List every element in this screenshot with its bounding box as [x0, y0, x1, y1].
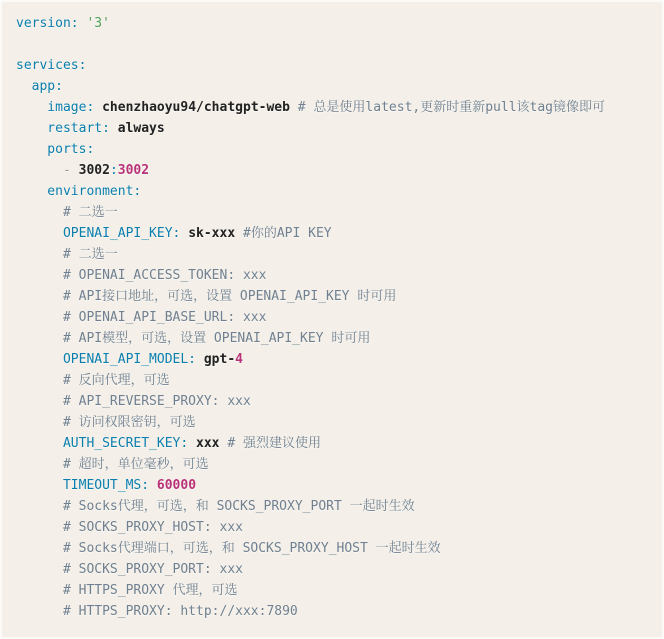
token-com: # 强烈建议使用 — [227, 436, 321, 451]
token-key: image: — [16, 100, 95, 115]
token-key: AUTH_SECRET_KEY: — [16, 436, 189, 451]
token-com: #你的API KEY — [243, 226, 332, 241]
token-key: version: — [16, 16, 79, 31]
token-punc: - — [16, 163, 79, 178]
token-key: TIMEOUT_MS: — [16, 478, 150, 493]
code-line — [16, 55, 652, 76]
code-line — [16, 559, 652, 580]
token-com: # OPENAI_API_BASE_URL: xxx — [16, 310, 267, 325]
token-com: # SOCKS_PROXY_HOST: xxx — [16, 520, 243, 535]
code-line — [16, 391, 652, 412]
token-com: # 总是使用latest,更新时重新pull该tag镜像即可 — [297, 100, 606, 115]
token-com: # HTTPS_PROXY: http://xxx:7890 — [16, 604, 298, 619]
token-key: OPENAI_API_MODEL: — [16, 352, 197, 367]
code-line — [16, 76, 652, 97]
docker-compose-code — [16, 13, 652, 622]
token-val: always — [109, 121, 165, 136]
code-line — [16, 13, 652, 34]
token-key: environment: — [16, 184, 142, 199]
token-key: services: — [16, 58, 87, 73]
token-key: OPENAI_API_KEY: — [16, 226, 181, 241]
code-line — [16, 265, 652, 286]
code-line — [16, 223, 652, 244]
code-line — [16, 97, 652, 118]
token-key: app: — [16, 79, 63, 94]
token-num: 4 — [235, 352, 243, 367]
code-line — [16, 412, 652, 433]
token-val: xxx — [188, 436, 228, 451]
token-key: : — [109, 163, 118, 178]
token-com: # API接口地址，可选，设置 OPENAI_API_KEY 时可用 — [16, 289, 397, 304]
code-line — [16, 475, 652, 496]
code-line — [16, 286, 652, 307]
token-com: # 二选一 — [16, 205, 118, 220]
token-com: # API模型，可选，设置 OPENAI_API_KEY 时可用 — [16, 331, 371, 346]
code-line — [16, 202, 652, 223]
code-line — [16, 118, 652, 139]
token-com: # HTTPS_PROXY 代理，可选 — [16, 583, 238, 598]
token-com: # OPENAI_ACCESS_TOKEN: xxx — [16, 268, 267, 283]
token-str: '3' — [78, 16, 110, 31]
code-line — [16, 244, 652, 265]
token-com: # 二选一 — [16, 247, 118, 262]
token-com: # 超时，单位毫秒，可选 — [16, 457, 209, 472]
code-line — [16, 160, 652, 181]
code-line — [16, 370, 652, 391]
token-num: 60000 — [149, 478, 197, 493]
code-line — [16, 517, 652, 538]
code-line — [16, 181, 652, 202]
code-line — [16, 601, 652, 622]
code-line — [16, 139, 652, 160]
code-line — [16, 580, 652, 601]
code-line — [16, 496, 652, 517]
token-com: # SOCKS_PROXY_PORT: xxx — [16, 562, 243, 577]
token-val: chenzhaoyu94/chatgpt-web — [94, 100, 298, 115]
token-key: ports: — [16, 142, 95, 157]
code-line — [16, 307, 652, 328]
token-val: 3002 — [78, 163, 110, 178]
token-com: # 反向代理，可选 — [16, 373, 170, 388]
code-line — [16, 433, 652, 454]
code-line — [16, 34, 652, 55]
token-key: restart: — [16, 121, 110, 136]
token-val: sk-xxx — [180, 226, 243, 241]
code-line — [16, 538, 652, 559]
code-line — [16, 349, 652, 370]
token-num: 3002 — [117, 163, 150, 178]
token-val: gpt- — [196, 352, 236, 367]
code-line — [16, 328, 652, 349]
code-line — [16, 454, 652, 475]
token-com: # 访问权限密钥，可选 — [16, 415, 196, 430]
token-com: # Socks代理端口，可选，和 SOCKS_PROXY_HOST 一起时生效 — [16, 541, 441, 556]
token-com: # API_REVERSE_PROXY: xxx — [16, 394, 251, 409]
token-com: # Socks代理，可选，和 SOCKS_PROXY_PORT 一起时生效 — [16, 499, 415, 514]
